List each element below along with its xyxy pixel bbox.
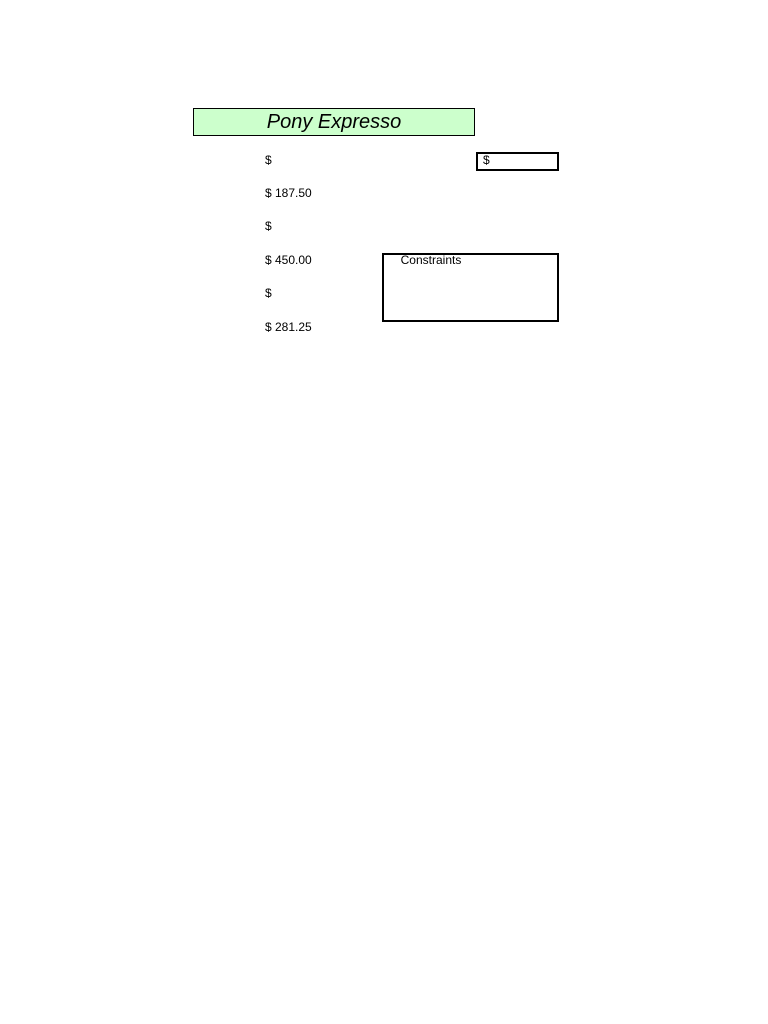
mocha-subtotal-value[interactable]: $ 281.25 [265,320,312,334]
regular-subtotal-value[interactable]: $ 187.50 [265,186,312,200]
regular-price-currency: $ [265,153,272,167]
sheet-title: Pony Expresso [193,108,475,136]
total-revenue-currency: $ [483,153,490,167]
mocha-price-currency: $ [265,286,272,300]
constraints-title: Constraints [400,253,462,267]
latte-price-currency: $ [265,219,272,233]
latte-subtotal-value[interactable]: $ 450.00 [265,253,312,267]
